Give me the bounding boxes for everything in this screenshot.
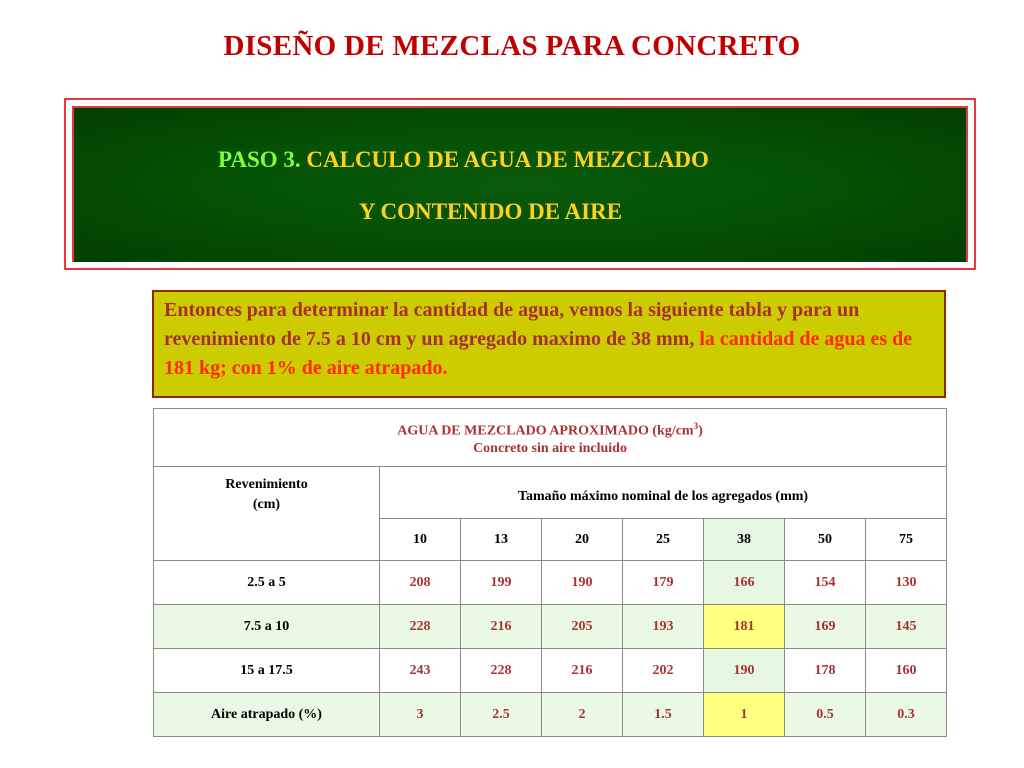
table-cell: 205 <box>542 605 623 649</box>
table-cell: 2 <box>542 693 623 737</box>
table-row-highlighted <box>154 605 947 649</box>
header-revenimiento <box>154 467 380 561</box>
table-cell: 145 <box>866 605 947 649</box>
table-row-highlighted <box>154 693 947 737</box>
table-cell: 216 <box>542 649 623 693</box>
step-heading-line1 <box>218 147 709 173</box>
header-aggregate-size: Tamaño máximo nominal de los agregados (mm) <box>380 467 947 519</box>
table-cell: 166 <box>704 561 785 605</box>
size-header-20: 20 <box>542 519 623 561</box>
table-cell: 169 <box>785 605 866 649</box>
table-cell: 243 <box>380 649 461 693</box>
table-cell: 1.5 <box>623 693 704 737</box>
row-label: 2.5 a 5 <box>154 561 380 605</box>
table-cell: 228 <box>461 649 542 693</box>
header-revenimiento-label: Revenimiento <box>225 477 308 492</box>
size-header-50: 50 <box>785 519 866 561</box>
table-cell: 208 <box>380 561 461 605</box>
table-cell: 193 <box>623 605 704 649</box>
table-cell: 190 <box>704 649 785 693</box>
table-cell: 154 <box>785 561 866 605</box>
row-label: 7.5 a 10 <box>154 605 380 649</box>
table-cell: 178 <box>785 649 866 693</box>
table-row <box>154 561 947 605</box>
table-cell: 228 <box>380 605 461 649</box>
table-cell: 216 <box>461 605 542 649</box>
table-cell: 160 <box>866 649 947 693</box>
step-number: PASO 3. <box>218 147 301 172</box>
table-cell: 2.5 <box>461 693 542 737</box>
selected-air-value-cell: 1 <box>704 693 785 737</box>
size-header-38: 38 <box>704 519 785 561</box>
step-banner <box>74 108 966 262</box>
table-caption-subtitle: Concreto sin aire incluido <box>473 440 627 456</box>
table-cell: 0.3 <box>866 693 947 737</box>
intro-textbox <box>152 290 946 398</box>
intro-highlight: la cantidad de agua es de 181 kg; con 1% de aire atrapado. <box>164 328 913 379</box>
row-label: Aire atrapado (%) <box>154 693 380 737</box>
step-title: CALCULO DE AGUA DE MEZCLADO <box>306 147 709 172</box>
table-caption-superscript: 3 <box>693 421 699 432</box>
water-content-table <box>153 408 947 737</box>
row-label: 15 a 17.5 <box>154 649 380 693</box>
selected-water-value-cell: 181 <box>704 605 785 649</box>
table-cell: 190 <box>542 561 623 605</box>
table-cell: 179 <box>623 561 704 605</box>
table-caption <box>154 409 947 467</box>
size-header-25: 25 <box>623 519 704 561</box>
header-revenimiento-unit: (cm) <box>252 497 281 512</box>
table-caption-title: AGUA DE MEZCLADO APROXIMADO (kg/cm <box>397 423 694 439</box>
page-title: DISEÑO DE MEZCLAS PARA CONCRETO <box>223 30 801 62</box>
table-row <box>154 649 947 693</box>
table-cell: 199 <box>461 561 542 605</box>
size-header-75: 75 <box>866 519 947 561</box>
table-cell: 0.5 <box>785 693 866 737</box>
table-caption-close: ) <box>698 423 703 439</box>
table-cell: 202 <box>623 649 704 693</box>
table-cell: 130 <box>866 561 947 605</box>
size-header-10: 10 <box>380 519 461 561</box>
size-header-13: 13 <box>461 519 542 561</box>
table-cell: 3 <box>380 693 461 737</box>
intro-text: Entonces para determinar la cantidad de agua, vemos la siguiente tabla y para un revenimiento de 7.5 a 10 cm y un agregado maximo de 38 mm, <box>164 299 860 350</box>
step-heading-line2: Y CONTENIDO DE AIRE <box>359 199 623 224</box>
